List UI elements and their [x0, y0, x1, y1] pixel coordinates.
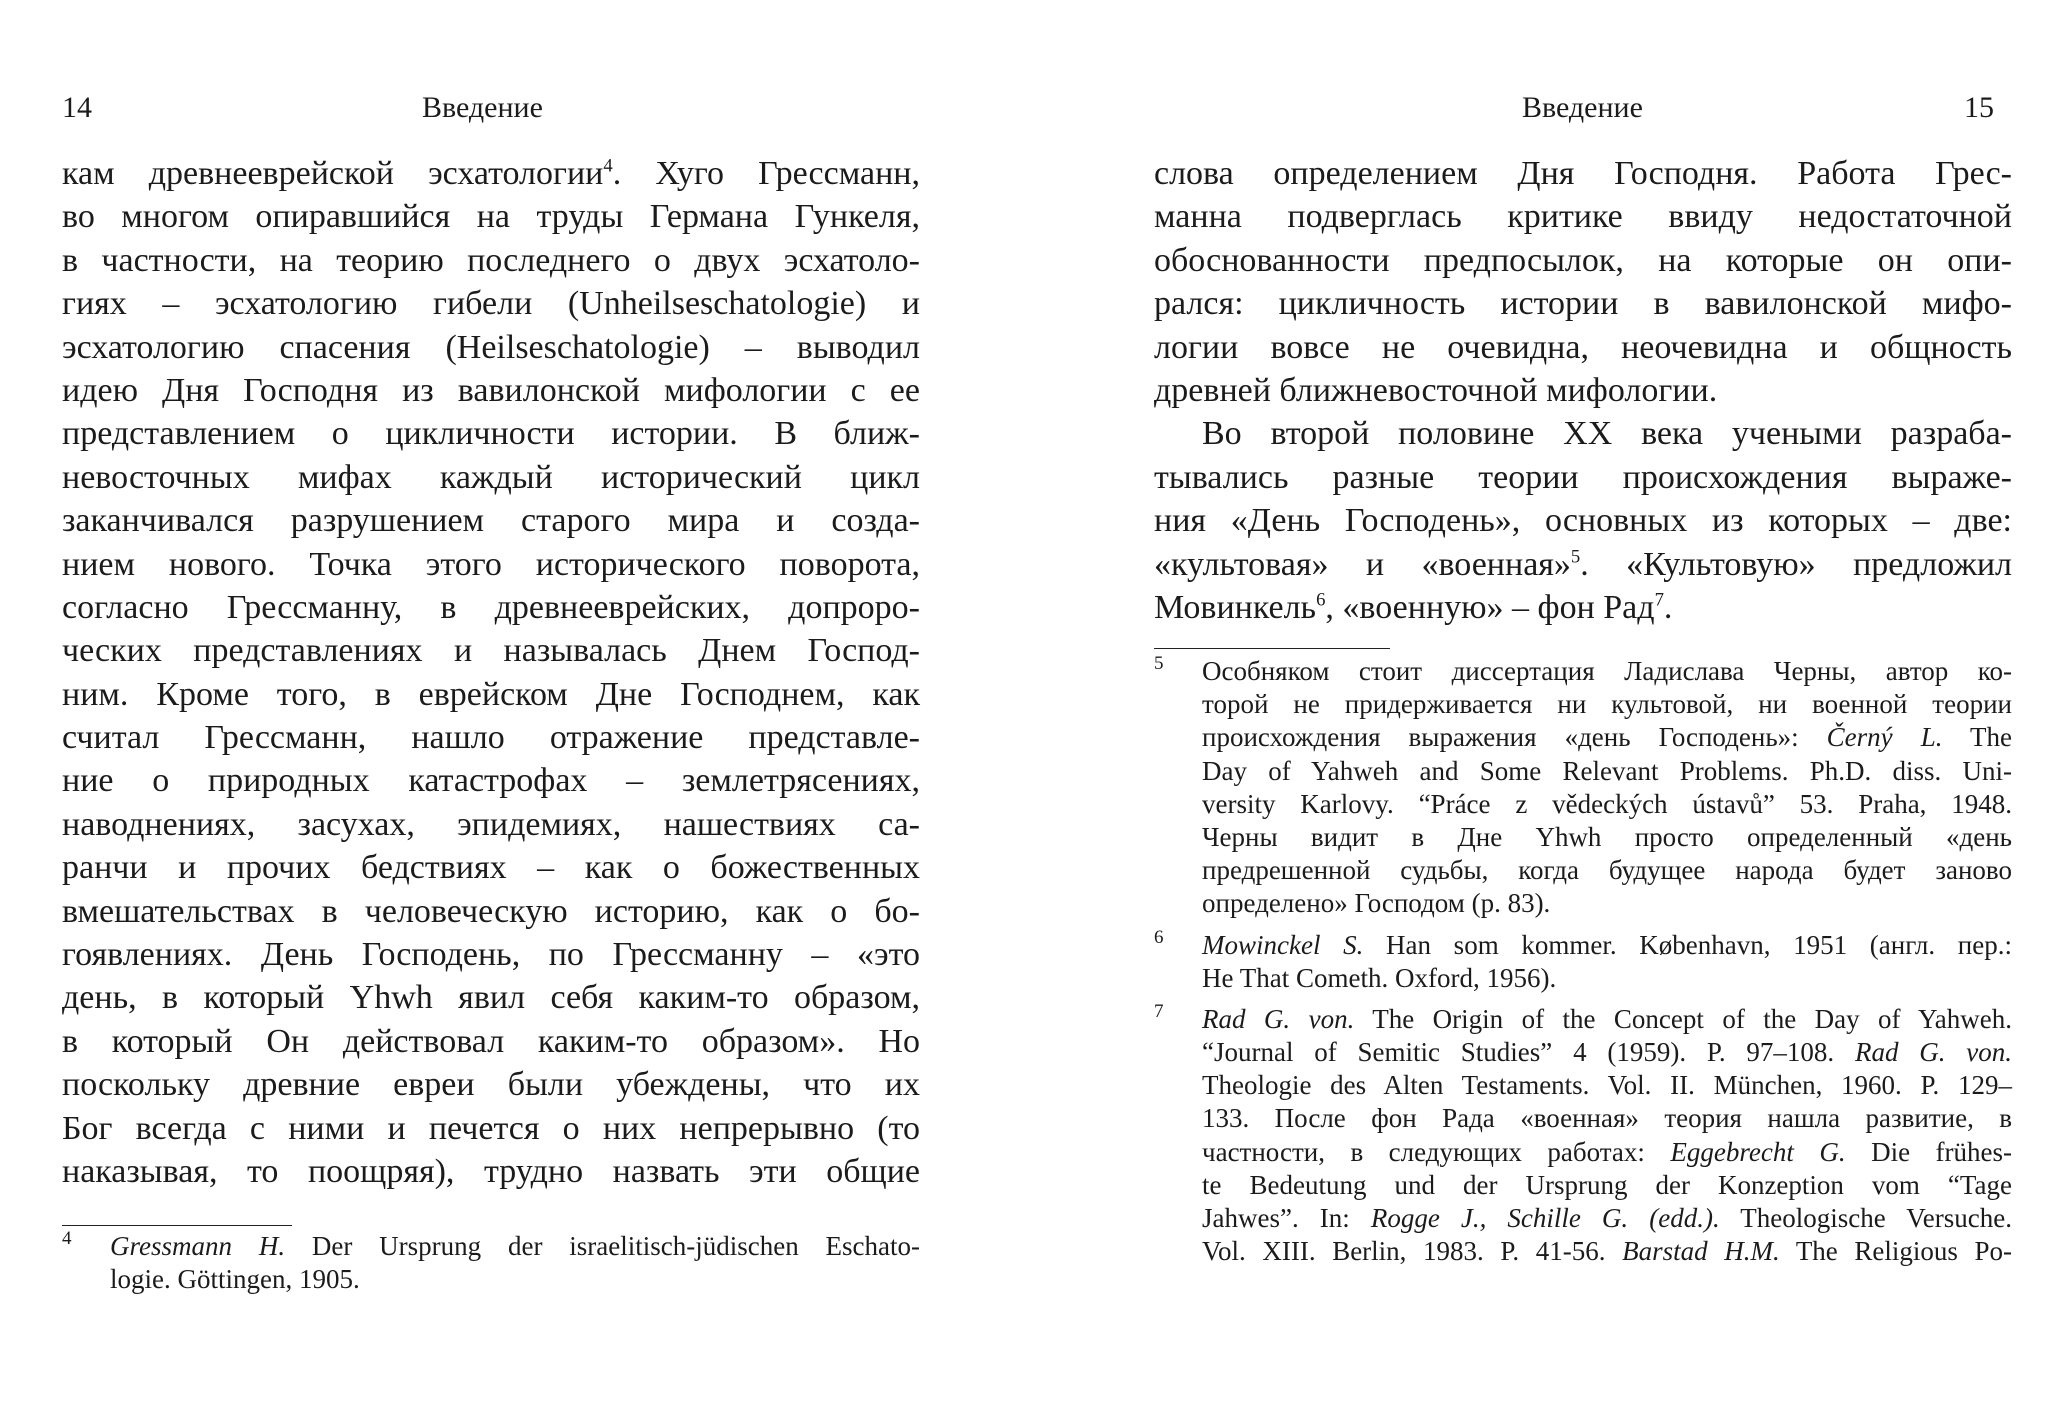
footnote-line: Черны видит в Дне Yhwh просто определенный «день	[1202, 821, 2012, 852]
text-line: идею Дня Господня из вавилонской мифологии с ее	[62, 371, 920, 409]
text-line: поскольку древние евреи были убеждены, что их	[62, 1066, 920, 1104]
footnote-5	[1154, 655, 2012, 921]
left-page	[62, 0, 920, 1409]
footnote-line: торой не придерживается ни культовой, ни военной теории	[1202, 689, 2012, 720]
text-line: манна подверглась критике ввиду недостаточной	[1154, 198, 2012, 236]
footnote-line: He That Cometh. Oxford, 1956).	[1202, 962, 1557, 993]
footnote-author: Gressmann H.	[110, 1231, 286, 1261]
footnote-author: Barstad H.M.	[1622, 1236, 1780, 1267]
running-head-title: Введение	[422, 91, 543, 124]
footnote-line: Day of Yahweh and Some Relevant Problems. Ph.D. diss. Uni-	[1202, 755, 2012, 786]
footnote-line: предрешенной судьбы, когда будущее народа будет заново	[1202, 855, 2012, 886]
footnote-text: Jahwes”. In:	[1202, 1203, 1371, 1233]
text-line: невосточных мифах каждый исторический цикл	[62, 458, 920, 496]
text-line	[1154, 586, 2012, 629]
text-segment: . Хуго Грессманн,	[612, 155, 920, 192]
footnote-text: Die frühes-	[1845, 1136, 2013, 1167]
page-number: 15	[1964, 91, 1994, 124]
text-line: ния «День Господень», основных из которых – две:	[1154, 502, 2012, 540]
text-line: логии вовсе не очевидна, неочевидна и общность	[1154, 328, 2012, 366]
text-line: день, в который Yhwh явил себя каким-то образом,	[62, 979, 920, 1017]
footnote-line: определено» Господом (p. 83).	[1202, 888, 1551, 919]
text-line: гиях – эсхатологию гибели (Unheilseschatologie) и	[62, 285, 920, 323]
text-line	[1154, 543, 2012, 586]
footnote-line	[1202, 1036, 2012, 1069]
footnote-line: 133. После фон Рада «военная» теория нашла развитие, в	[1202, 1103, 2012, 1134]
text-line: согласно Грессманну, в древнееврейских, допроро-	[62, 588, 920, 626]
right-page	[1154, 0, 2012, 1409]
body-text	[62, 152, 920, 1193]
footnote-line	[1202, 721, 2012, 754]
text-line: в частности, на теорию последнего о двух эсхатоло-	[62, 241, 920, 279]
text-line: нием нового. Точка этого исторического поворота,	[62, 545, 920, 583]
text-segment: Мовинкель	[1154, 588, 1317, 626]
footnote-author: Rad G. von.	[1854, 1037, 2012, 1068]
footnote-divider	[1154, 648, 1390, 649]
footnote-author: Rad G. von.	[1202, 1003, 1355, 1034]
text-segment: кам древнееврейской эсхатологии	[62, 155, 604, 192]
footnote-7	[1154, 1000, 2013, 1269]
footnote-6	[1154, 926, 2012, 995]
text-line: наводнениях, засухах, эпидемиях, нашествиях са-	[62, 805, 920, 843]
footnotes	[1154, 655, 2012, 1276]
footnote-line	[1202, 929, 2012, 962]
text-line: вмешательствах в человеческую историю, как о бо-	[62, 892, 920, 930]
footnote-ref[interactable]: 5	[1570, 546, 1581, 568]
footnote-line: versity Karlovy. “Práce z vědeckých ústavů” 53. Praha, 1948.	[1202, 788, 2012, 819]
footnote-line	[1202, 1003, 2012, 1036]
footnote-text: Vol. XIII. Berlin, 1983. P. 41-56.	[1202, 1236, 1623, 1267]
text-line: рался: цикличность истории в вавилонской мифо-	[1154, 285, 2012, 323]
footnote-4	[62, 1230, 920, 1296]
footnote-text: Der Ursprung der israelitisch-jüdischen Eschato-	[285, 1231, 920, 1261]
footnote-line: te Bedeutung und der Ursprung der Konzeption vom “Tage	[1202, 1169, 2012, 1200]
text-line: ческих представлениях и называлась Днем Господ-	[62, 632, 920, 670]
running-head-title: Введение	[1522, 91, 1643, 124]
text-line: заканчивался разрушением старого мира и созда-	[62, 502, 920, 540]
text-line	[62, 152, 920, 195]
footnote-line	[1202, 1235, 2012, 1268]
text-line: древней ближневосточной мифологии.	[1154, 371, 1718, 409]
text-line: гоявлениях. День Господень, по Грессманну – «это	[62, 936, 920, 974]
text-line: во многом опиравшийся на труды Германа Гункеля,	[62, 198, 920, 236]
footnote-number: 6	[1154, 926, 1164, 948]
text-line: Бог всегда с ними и печется о них непрерывно (то	[62, 1109, 920, 1147]
text-line: считал Грессманн, нашло отражение представле-	[62, 719, 920, 757]
footnote-text: частности, в следующих работах:	[1202, 1136, 1671, 1167]
footnote-line	[1202, 1202, 2012, 1235]
text-segment: . «Культовую» предложил	[1580, 545, 2012, 583]
text-line: обоснованности предпосылок, на которые он опи-	[1154, 241, 2012, 279]
text-line: тывались разные теории происхождения выраже-	[1154, 458, 2012, 496]
text-line: ние о природных катастрофах – землетрясениях,	[62, 762, 920, 800]
text-line: эсхатологию спасения (Heilseschatologie) – выводил	[62, 328, 920, 366]
footnotes	[62, 1230, 920, 1304]
text-line: в который Он действовал каким-то образом». Но	[62, 1022, 920, 1060]
text-line: слова определением Дня Господня. Работа Грес-	[1154, 155, 2012, 192]
footnote-author: Černý L.	[1826, 722, 1943, 753]
footnote-number: 4	[62, 1228, 72, 1249]
footnote-text: Han som kommer. København, 1951 (англ. пер.:	[1363, 929, 2012, 960]
footnote-text: происхождения выражения «день Господень»:	[1202, 722, 1827, 753]
footnote-line	[1202, 1136, 2012, 1169]
footnote-number: 5	[1154, 653, 1164, 674]
footnote-ref[interactable]: 7	[1654, 589, 1664, 611]
footnote-author: Rogge J., Schille G. (edd.).	[1370, 1203, 1720, 1233]
footnote-line: logie. Göttingen, 1905.	[110, 1264, 360, 1295]
footnote-ref[interactable]: 6	[1316, 589, 1326, 611]
page-number: 14	[62, 91, 92, 124]
footnote-text: The Origin of the Concept of the Day of Yahweh.	[1354, 1003, 2012, 1034]
text-line: ранчи и прочих бедствиях – как о божественных	[62, 849, 920, 887]
footnote-text: The Religious Po-	[1779, 1236, 2012, 1267]
text-line: ним. Кроме того, в еврейском Дне Господнем, как	[62, 675, 920, 713]
footnote-author: Mowinckel S.	[1202, 929, 1364, 960]
footnote-ref[interactable]: 4	[603, 155, 613, 177]
body-text	[1154, 152, 2012, 629]
text-segment: .	[1663, 588, 1673, 626]
text-line: Во второй половине XX века учеными разраба-	[1202, 415, 2012, 453]
footnote-line: Theologie des Alten Testaments. Vol. II. München, 1960. P. 129–	[1202, 1070, 2012, 1101]
footnote-text: “Journal of Semitic Studies” 4 (1959). P. 97–108.	[1202, 1037, 1855, 1068]
footnote-author: Eggebrecht G.	[1670, 1136, 1846, 1167]
text-line: представлением о цикличности истории. В ближ-	[62, 415, 920, 453]
footnote-text: Theologische Versuche.	[1719, 1203, 2012, 1233]
footnote-text: The	[1942, 722, 2012, 753]
running-head	[62, 88, 920, 128]
running-head	[1154, 88, 2012, 128]
text-segment: , «военную» – фон Рад	[1325, 588, 1655, 626]
footnote-line	[110, 1230, 920, 1263]
footnote-divider	[62, 1225, 292, 1226]
text-segment: «культовая» и «военная»	[1154, 545, 1571, 583]
footnote-number: 7	[1154, 1000, 1164, 1022]
footnote-line: Особняком стоит диссертация Ладислава Черны, автор ко-	[1202, 656, 2012, 686]
text-line: наказывая, то поощряя), трудно назвать эти общие	[62, 1152, 920, 1190]
